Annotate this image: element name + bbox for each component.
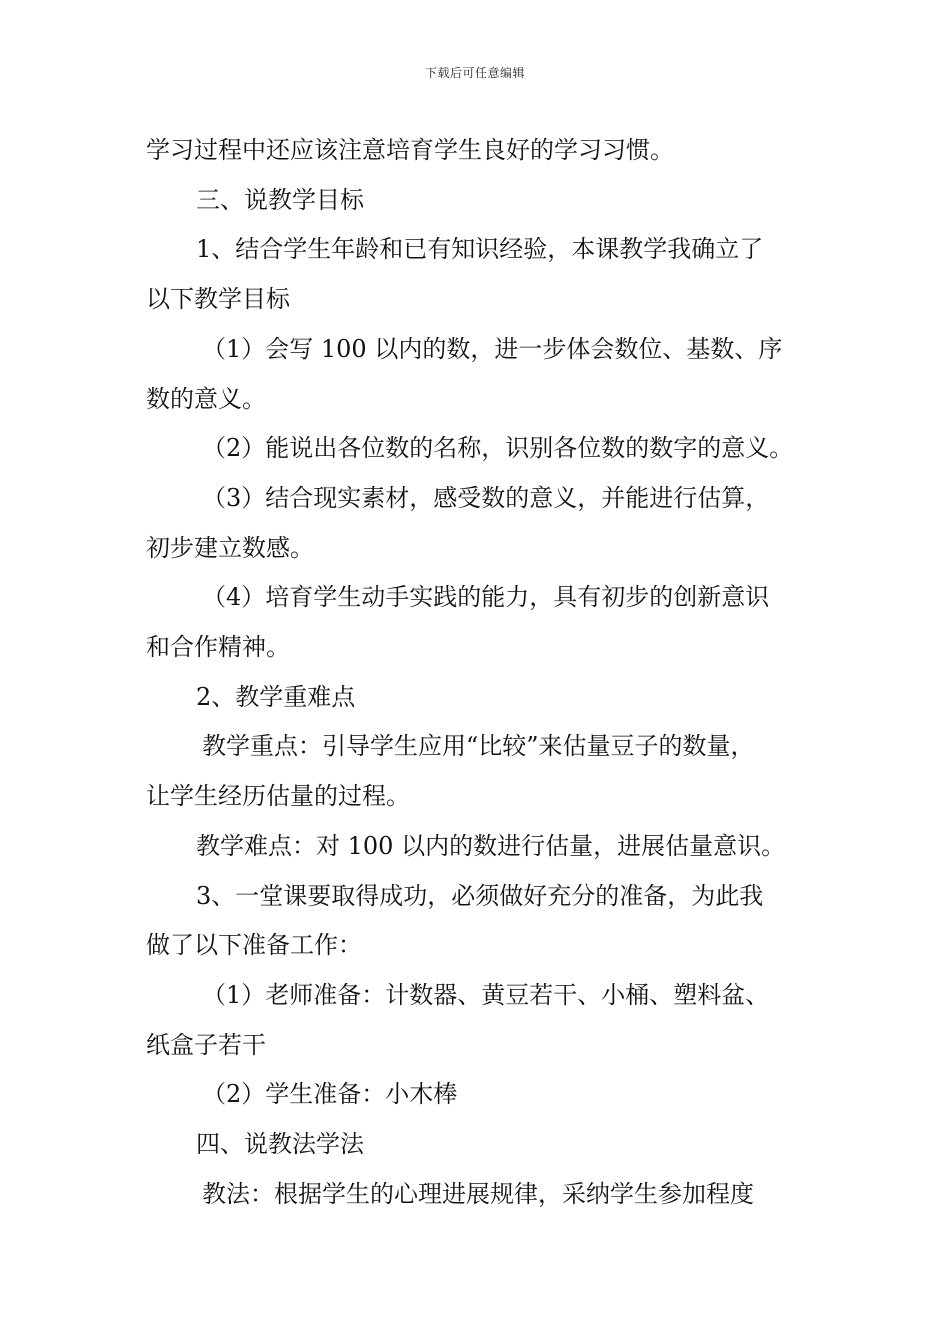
text-line: 教学重点：引导学生应用“比较”来估量豆子的数量， [202,732,755,761]
text-line: 学习过程中还应该注意培育学生良好的学习习惯。 [146,136,674,164]
text-line: 以下教学目标 [146,285,290,314]
list-item: （2）能说出各位数的名称，识别各位数的数字的意义。 [202,434,794,463]
list-item: （1）老师准备：计数器、黄豆若干、小桶、塑料盆、 [202,980,770,1009]
text-line: 和合作精神。 [146,633,290,662]
section-heading: 三、说教学目标 [196,185,364,214]
section-heading: 2、教学重难点 [196,682,356,711]
list-item: （3）结合现实素材，感受数的意义，并能进行估算， [202,483,770,512]
text-line: 数的意义。 [146,384,266,413]
text-line: 让学生经历估量的过程。 [146,782,410,811]
list-item: （1）会写 100 以内的数，进一步体会数位、基数、序 [202,334,783,363]
text-line: 3、一堂课要取得成功，必须做好充分的准备，为此我 [196,881,764,910]
document-body [146,126,816,1219]
text-line: 纸盒子若干 [146,1030,266,1059]
section-heading: 四、说教法学法 [196,1130,364,1159]
list-item: （2）学生准备：小木棒 [202,1080,458,1109]
list-item: （4）培育学生动手实践的能力，具有初步的创新意识 [202,583,770,612]
text-line: 教学难点：对 100 以内的数进行估量，进展估量意识。 [196,831,786,860]
text-line: 1、结合学生年龄和已有知识经验，本课教学我确立了 [196,235,764,264]
text-line: 做了以下准备工作： [146,931,362,960]
text-line: 教法：根据学生的心理进展规律，采纳学生参加程度 [202,1179,754,1208]
text-line: 初步建立数感。 [146,533,314,562]
page-header: 下载后可任意编辑 [424,66,525,80]
